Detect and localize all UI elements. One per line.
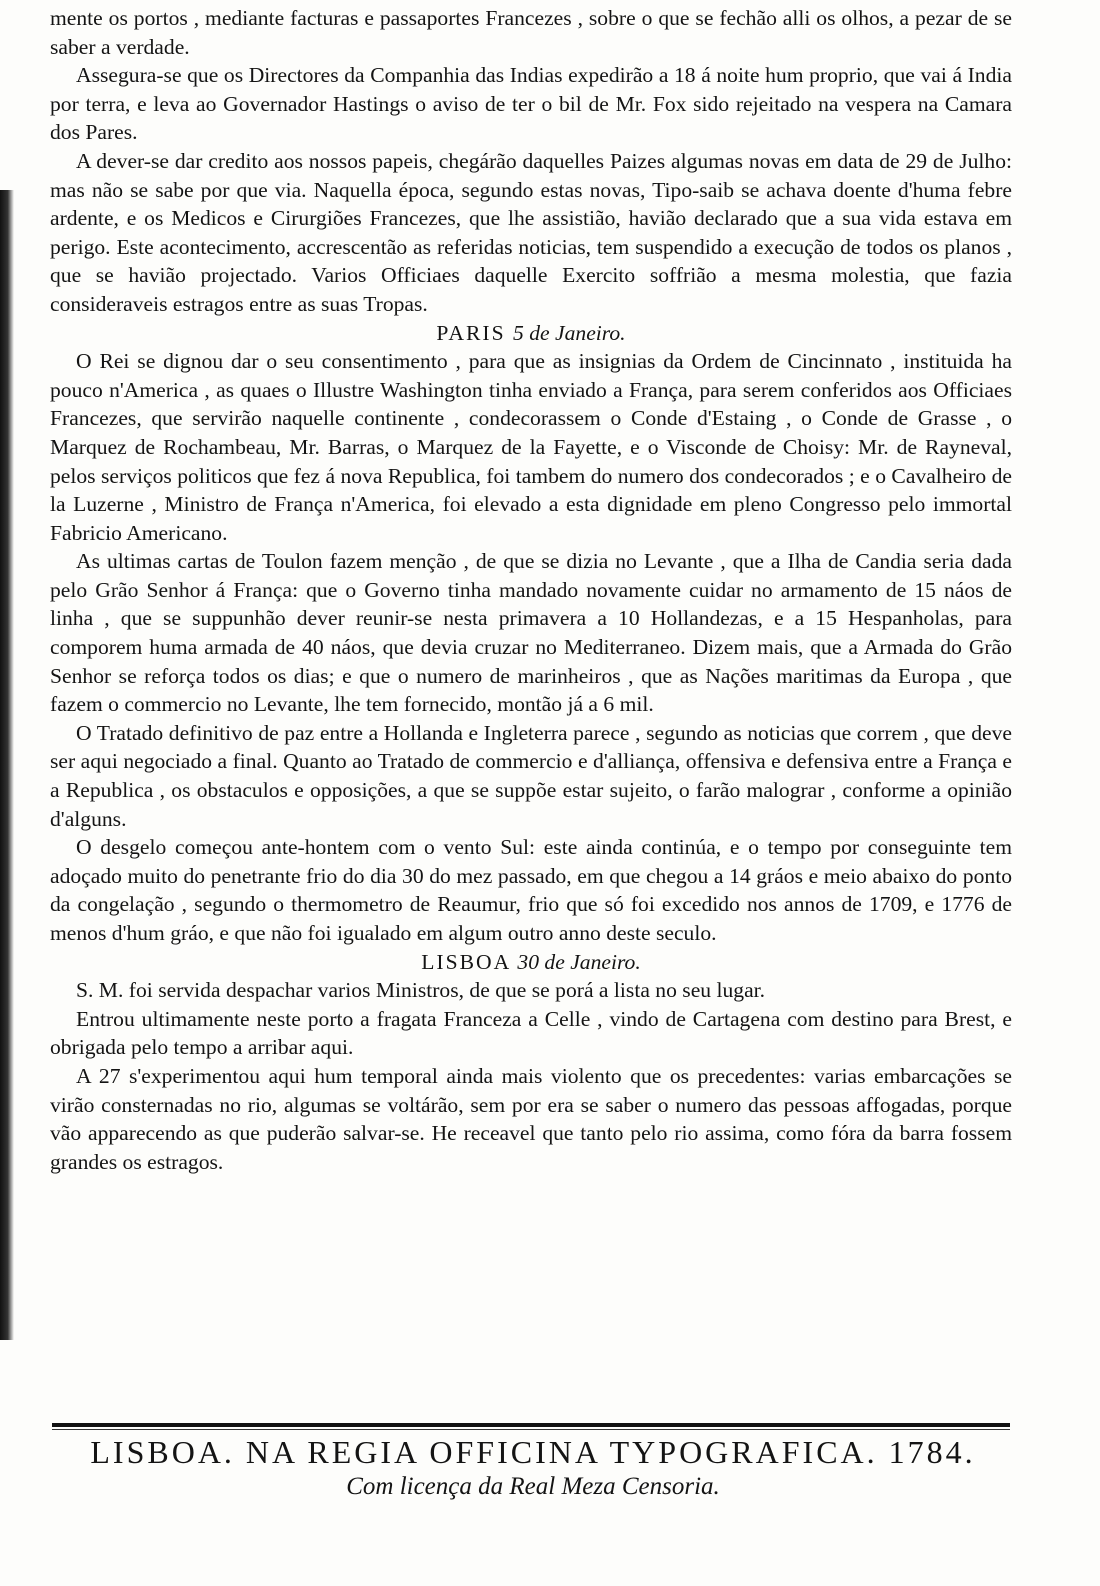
imprint-divider-thin [52,1429,1010,1430]
paragraph: Entrou ultimamente neste porto a fragata Franceza a Celle , vindo de Cartagena com destino para Brest, e obrigada pelo tempo a arribar aqui. [50,1006,1012,1060]
imprint-divider-thick [52,1423,1010,1427]
dateline-paris [50,319,1012,348]
paragraph: S. M. foi servida despachar varios Ministros, de que se porá a lista no seu lugar. [76,978,766,1003]
section-paris [50,347,1012,947]
paragraph: Assegura-se que os Directores da Companhia das Indias expedirão a 18 á noite hum proprio, que vai á India por terra, e leva ao Governador Hastings o aviso de ter o bil de Mr. Fox sido rejeitado na vespera na Camara dos Pares. [50,63,1012,145]
dateline-lisboa [50,948,1012,977]
dateline-date: 30 de Janeiro. [517,949,641,974]
paragraph: A 27 s'experimentou aqui hum temporal ainda mais violento que os precedentes: varias embarcações se virão consternadas no rio, algumas se voltárão, sem por era se saber o numero das pessoas affogadas, porque vão apparecendo as que puderão salvar-se. He receavel que tanto pelo rio assima, como fóra da barra fossem grandes os estragos. [50,1063,1012,1174]
paragraph: A dever-se dar credito aos nossos papeis, chegárão daquelles Paizes algumas novas em data de 29 de Julho: mas não se sabe por que via. Naquella época, segundo estas novas, Tipo-saib se achava doente d'huma febre ardente, e os Medicos e Cirurgiões Francezes, que lhe assistião, havião declarado que a sua vida estava em perigo. Este acontecimento, accrescentão as referidas noticias, tem suspendido a execução de todos os planos , que se havião projectado. Varios Officiaes daquelle Exercito soffrião a mesma molestia, que fazia consideraveis estragos entre as suas Tropas. [50,148,1012,316]
paragraph: As ultimas cartas de Toulon fazem menção , de que se dizia no Levante , que a Ilha de Candia seria dada pelo Grão Senhor á França: que o Governo tinha mandado novamente cuidar no armamento de 15 náos de linha , que se suppunhão dever reunir-se nesta primavera a 10 Hollandezas, e a 15 Hespanholas, para comporem huma armada de 40 náos, que devia cruzar no Mediterraneo. Dizem mais, que a Armada do Grão Senhor se reforça todos os dias; e que o numero de marinheiros , que as Nações maritimas da Europa , que fazem o commercio no Levante, lhe tem fornecido, montão já a 6 mil. [50,549,1012,717]
paragraph: O desgelo começou ante-hontem com o vento Sul: este ainda continúa, e o tempo por conseguinte tem adoçado muito do penetrante frio do dia 30 do mez passado, em que chegou a 14 gráos e meio abaixo do ponto da congelação , segundo o thermometro de Reaumur, frio que só foi excedido nos annos de 1709, e 1776 de menos d'hum gráo, e que não foi igualado em algum outro anno deste seculo. [50,835,1012,945]
paragraph: O Rei se dignou dar o seu consentimento , para que as insignias da Ordem de Cincinnato , instituida ha pouco n'America , as quaes o Illustre Washington tinha enviado a França, para serem conferidos aos Officiaes Francezes, que servirão naquelle continente , condecorassem o Conde d'Estaing , o Conde de Grasse , o Marquez de Rochambeau, Mr. Barras, o Marquez de la Fayette, e o Visconde de Choisy: Mr. de Rayneval, pelos serviços politicos que fez á nova Republica, foi tambem do numero dos condecorados ; e o Cavalheiro de la Luzerne , Ministro de França n'America, foi elevado a esta dignidade em pleno Congresso pelo immortal Fabricio Americano. [50,349,1012,545]
dateline-place: PARIS [436,320,506,345]
printer-imprint: LISBOA. NA REGIA OFFICINA TYPOGRAFICA. 1784. [90,1434,976,1470]
section-top [50,4,1012,319]
newspaper-page-body [50,4,1012,1176]
license-line: Com licença da Real Meza Censoria. [346,1473,720,1500]
paragraph: mente os portos , mediante facturas e passaportes Francezes , sobre o que se fechão alli os olhos, a pezar de se saber a verdade. [50,6,1012,59]
section-lisboa [50,976,1012,1176]
dateline-date: 5 de Janeiro. [513,320,626,345]
scan-shadow-edge [0,190,14,1340]
paragraph: O Tratado definitivo de paz entre a Hollanda e Ingleterra parece , segundo as noticias que correm , que deve ser aqui negociado a final. Quanto ao Tratado de commercio e d'alliança, offensiva e defensiva entre a França e a Republica , os obstaculos e opposições, a que se suppõe estar sujeito, o farão malograr , conforme a opinião d'alguns. [50,720,1012,831]
dateline-place: LISBOA [421,949,511,974]
